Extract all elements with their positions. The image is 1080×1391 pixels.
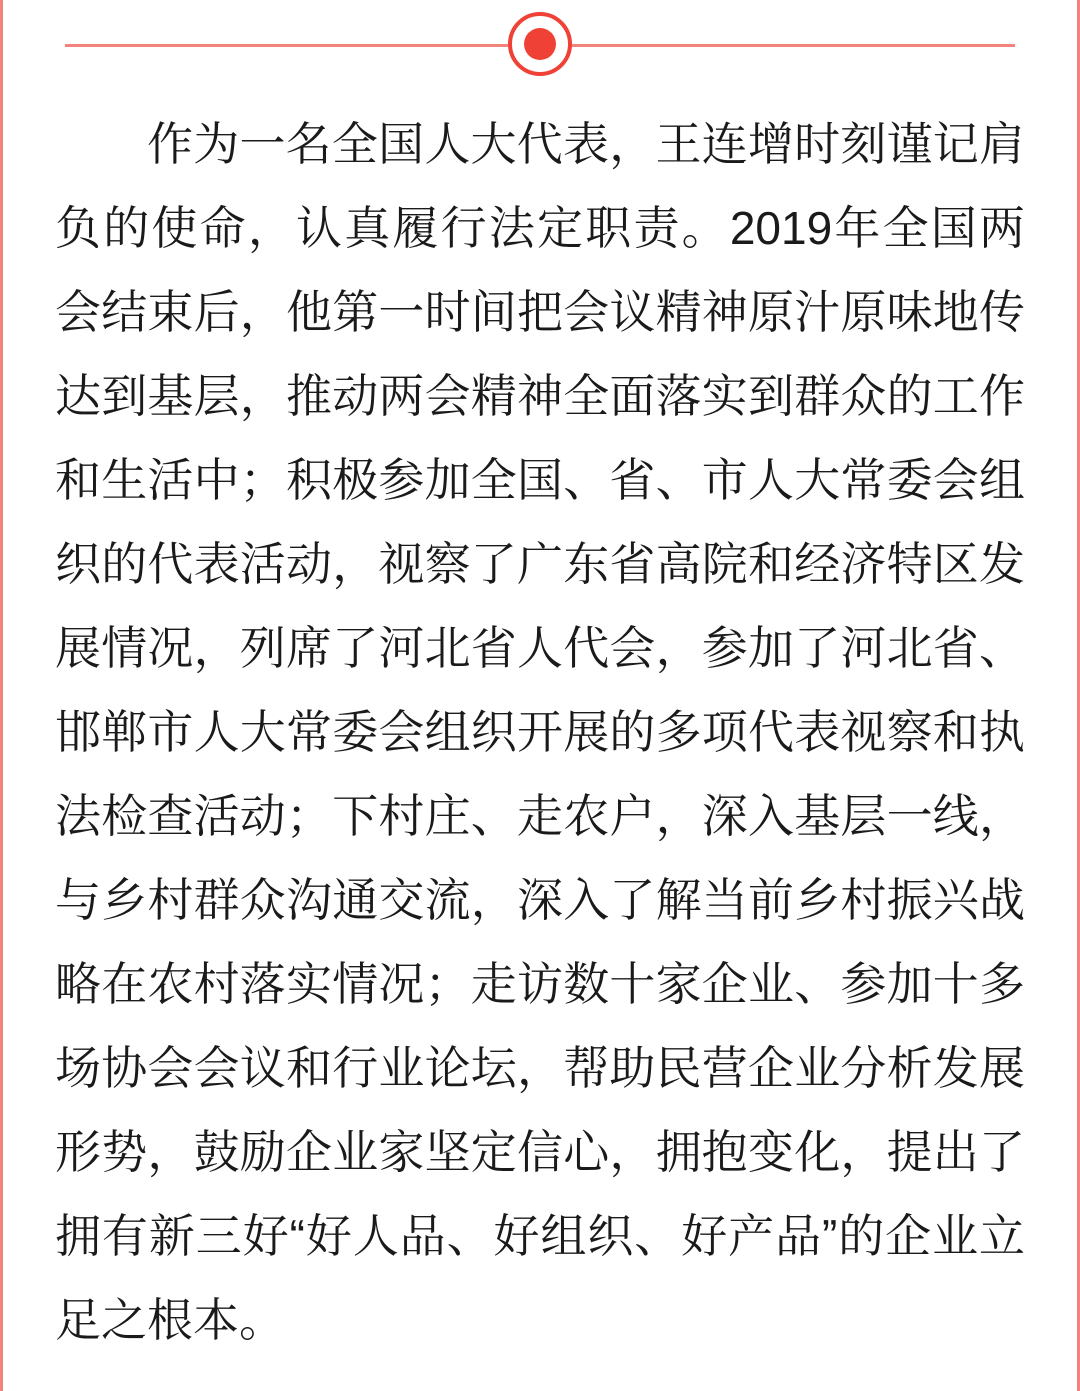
top-divider bbox=[3, 0, 1077, 96]
circle-dot-inner bbox=[524, 28, 556, 60]
circle-dot-icon bbox=[508, 12, 572, 76]
article-paragraph: 作为一名全国人大代表，王连增时刻谨记肩负的使命，认真履行法定职责。2019年全国两会结束后，他第一时间把会议精神原汁原味地传达到基层，推动两会精神全面落实到群众的工作和生活中；积极参加全国、省、市人大常委会组织的代表活动，视察了广东省高院和经济特区发展情况，列席了河北省人代会，参加了河北省、邯郸市人大常委会组织开展的多项代表视察和执法检查活动；下村庄、走农户，深入基层一线，与乡村群众沟通交流，深入了解当前乡村振兴战略在农村落实情况；走访数十家企业、参加十多场协会会议和行业论坛，帮助民营企业分析发展形势，鼓励企业家坚定信心，拥抱变化，提出了拥有新三好“好人品、好组织、好产品”的企业立足之根本。 bbox=[55, 118, 1025, 1346]
